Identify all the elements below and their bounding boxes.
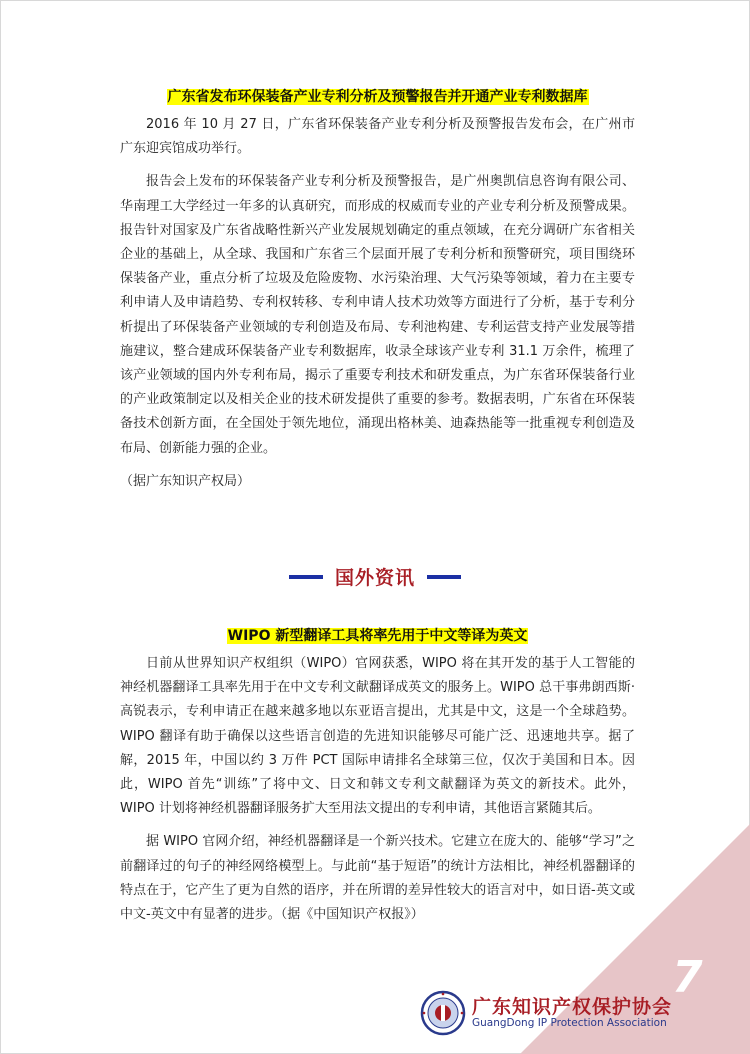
article-1 bbox=[120, 86, 635, 494]
org-name-cn: 广东知识产权保护协会 bbox=[472, 996, 673, 1018]
section-line-left bbox=[289, 575, 323, 579]
article-1-source: （据广东知识产权局） bbox=[120, 473, 251, 489]
section-line-right bbox=[427, 575, 461, 579]
article-1-paragraph-2: 报告会上发布的环保装备产业专利分析及预警报告，是广州奥凯信息咨询有限公司、华南理工大学经过一年多的认真研究，而形成的权威而专业的产业专利分析及预警成果。报告针对国家及广东省战略性新兴产业发展规划确定的重点领域，在充分调研广东省相关企业的基础上，从全球、我国和广东省三个层面开展了专利分析和预警研究，项目围绕环保装备产业，重点分析了垃圾及危险废物、水污染治理、大气污染等领域，着力在主要专利申请人及申请趋势、专利权转移、专利申请人技术功效等方面进行了分析，基于专利分析提出了环保装备产业领域的专利创造及布局、专利池构建、专利运营支持产业发展等措施建议，整合建成环保装备产业专利数据库，收录全球该产业专利 31.1 万余件，梳理了该产业领域的国内外专利布局，揭示了重要专利技术和研发重点，为广东省环保装备行业的产业政策制定以及相关企业的技术研发提供了重要的参考。数据表明，广东省在环保装备技术创新方面，在全国处于领先地位，涌现出格林美、迪森热能等一批重视专利创造及布局、创新能力强的企业。 bbox=[120, 174, 635, 456]
org-name-en: GuangDong IP Protection Association bbox=[472, 1017, 667, 1029]
article-2-paragraph-2: 据 WIPO 官网介绍，神经机器翻译是一个新兴技术。它建立在庞大的、能够“学习”之前翻译过的句子的神经网络模型上。与此前“基于短语”的统计方法相比，神经机器翻译的特点在于，它产生了更为自然的语序，并在所谓的差异性较大的语言对中，如日语-英文或中文-英文中有显著的进步。（据《中国知识产权报》） bbox=[120, 834, 635, 923]
footer bbox=[420, 990, 673, 1042]
section-title: 国外资讯 bbox=[334, 567, 415, 589]
article-1-title: 广东省发布环保装备产业专利分析及预警报告并开通产业专利数据库 bbox=[167, 89, 588, 105]
page-number: 7 bbox=[672, 952, 703, 1003]
association-logo-icon bbox=[420, 990, 466, 1036]
article-2 bbox=[120, 625, 635, 927]
article-2-title-wrap bbox=[120, 625, 635, 646]
article-2-title: WIPO 新型翻译工具将率先用于中文等译为英文 bbox=[227, 628, 528, 644]
article-1-paragraph-1: 2016 年 10 月 27 日，广东省环保装备产业专利分析及预警报告发布会，在广州市广东迎宾馆成功举行。 bbox=[120, 117, 635, 157]
section-heading bbox=[0, 563, 750, 590]
article-1-title-wrap bbox=[120, 86, 635, 107]
article-2-paragraph-1: 日前从世界知识产权组织（WIPO）官网获悉，WIPO 将在其开发的基于人工智能的神经机器翻译工具率先用于在中文专利文献翻译成英文的服务上。WIPO 总干事弗朗西斯·高锐表示，专利申请正在越来越多地以东亚语言提出，尤其是中文，这是一个全球趋势。WIPO 翻译有助于确保以这些语言创造的先进知识能够尽可能广泛、迅速地共享。据了解，2015 年，中国以约 3 万件 PCT 国际申请排名全球第三位，仅次于美国和日本。因此，WIPO 首先“训练”了将中文、日文和韩文专利文献翻译为英文的新技术。此外，WIPO 计划将神经机器翻译服务扩大至用法文提出的专利申请，其他语言紧随其后。 bbox=[120, 656, 635, 817]
